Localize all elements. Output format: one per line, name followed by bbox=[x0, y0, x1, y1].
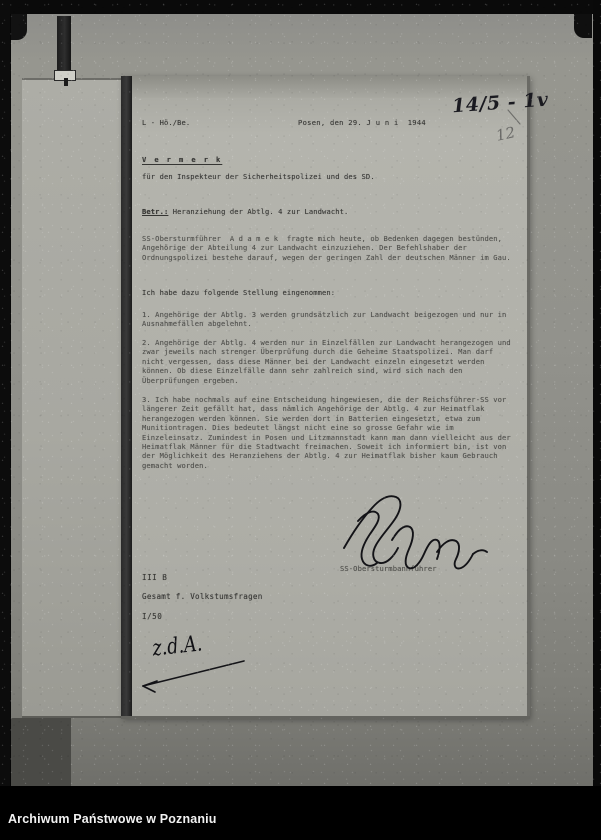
document-heading-subtitle: für den Inspekteur der Sicherheitspolizei und des SD. bbox=[142, 172, 375, 181]
signature-rank: SS-Obersturmbannführer bbox=[340, 564, 437, 573]
intro-paragraph: SS-Obersturmführer A d a m e k fragte mich heute, ob Bedenken dagegen bestünden, Angehörige der Abteilung 4 zur Landwacht einzuziehen. Der Befehlshaber der Ordnungspolizei bestehe darauf, wegen der geringen Zahl der deutschen Männer im Gau. bbox=[142, 234, 511, 262]
reference-code: L - Hö./Be. bbox=[142, 118, 191, 127]
filing-unit: III B bbox=[142, 573, 168, 582]
filing-code: I/50 bbox=[142, 612, 163, 621]
handwritten-signature bbox=[344, 496, 487, 568]
numbered-point-2: 2. Angehörige der Abtlg. 4 werden nur in Einzelfällen zur Landwacht herangezogen und zwar jeweils nach strenger Überprüfung durch die Geheime Staatspolizei. Man darf nicht vergessen, dass diese Männer bei der Landwacht einzeln eingesetzt werden können. Ob diese Einzelfälle dann sehr zahlreich sind, wird sich nach den Überprüfungen ergeben. bbox=[142, 338, 516, 385]
handwritten-tick bbox=[508, 110, 520, 124]
subject-label: Betr.: bbox=[142, 207, 169, 216]
place-and-date: Posen, den 29. J u n i 1944 bbox=[298, 118, 426, 127]
subject-text: Heranziehung der Abtlg. 4 zur Landwacht. bbox=[172, 207, 349, 216]
handwritten-arrow bbox=[143, 661, 244, 692]
numbered-point-1: 1. Angehörige der Abtlg. 3 werden grundsätzlich zur Landwacht beigezogen und nur in Ausnahmefällen abgelehnt. bbox=[142, 310, 511, 329]
numbered-point-3: 3. Ich habe nochmals auf eine Entscheidung hingewiesen, die der Reichsführer-SS vor längerer Zeit gefällt hat, dass nämlich Angehörige der Abtlg. 4 zur Heimatflak herangezogen werden können. Sie werden dort in Batterien eingesetzt, etwa zum Munitiontragen. Dies bedeutet längst nicht eine so grosse Gefahr wie im Einzeleinsatz. Zumindest in Posen und Litzmannstadt kann man dann vielleicht aus der Heimatflak Männer für die Stadtwacht freimachen. Soweit ich informiert bin, ist von der Möglichkeit des Heranziehens der Abtlg. 4 zur Heimatflak bisher kaum Gebrauch gemacht worden. bbox=[142, 395, 516, 470]
handwritten-top-note: 14/5 - 1v bbox=[451, 88, 550, 118]
position-line: Ich habe dazu folgende Stellung eingenommen: bbox=[142, 288, 336, 297]
document-heading-text: V e r m e r k bbox=[142, 155, 223, 164]
handwritten-bottom-mark: z.d.A. bbox=[151, 631, 204, 662]
archive-caption-text: Archiwum Państwowe w Poznaniu bbox=[8, 812, 217, 826]
filing-department: Gesamt f. Volkstumsfragen bbox=[142, 592, 263, 601]
handwritten-folio-number: 12 bbox=[494, 123, 517, 145]
